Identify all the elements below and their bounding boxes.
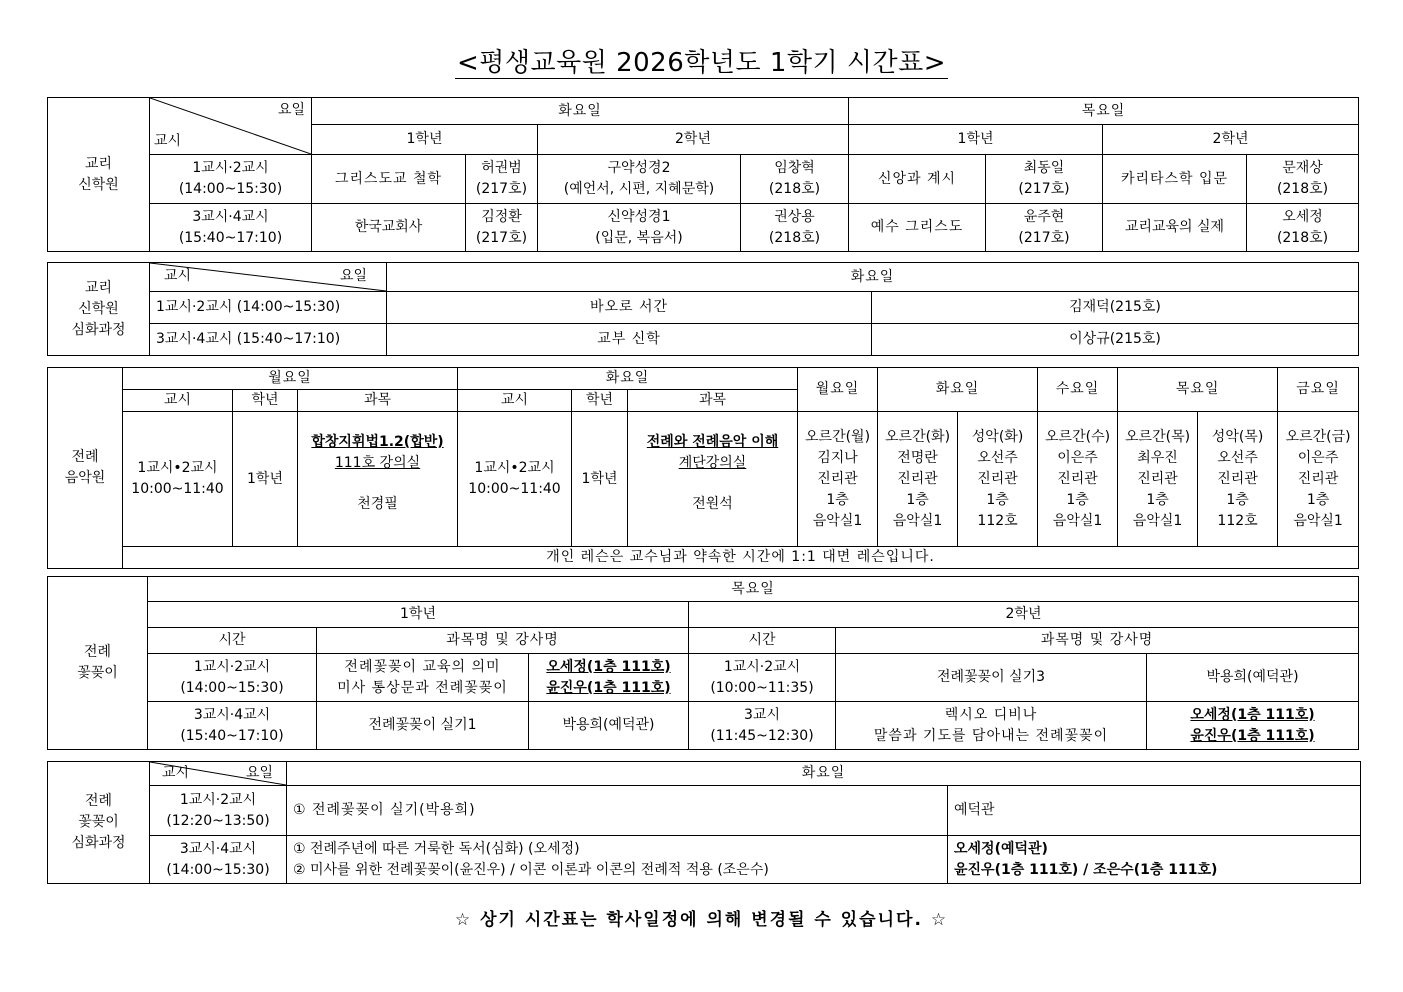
course-name: 한국교회사 — [354, 219, 423, 235]
period-time: (15:40~17:10) — [178, 229, 283, 246]
period-cell — [689, 654, 836, 702]
course-cell: 바오로 서간 — [387, 292, 872, 324]
building-name: 진리관 — [1057, 470, 1098, 487]
instructor-name: 오세정 — [1282, 208, 1323, 225]
period-label: 3교시·4교시 — [179, 840, 257, 857]
floor-label: 1층 — [826, 491, 849, 508]
period-label: 3교시 — [744, 706, 780, 723]
header-period: 교시 — [123, 390, 233, 412]
lesson-type: 오르간(금) — [1285, 428, 1351, 445]
room-name: 112호 — [977, 512, 1018, 529]
dept-label — [48, 762, 150, 884]
instructor-name: 윤진우(1층 111호) — [546, 679, 671, 696]
instructor-place: 윤진우(1층 111호) / 조은수(1층 111호) — [954, 861, 1218, 878]
instructor-cell — [986, 155, 1103, 204]
period-time: 10:00~11:40 — [468, 481, 561, 497]
building-name: 진리관 — [897, 470, 938, 487]
course-cell — [312, 204, 466, 252]
period-label: 1교시·2교시 — [192, 160, 269, 176]
room-name: 음악실1 — [812, 512, 863, 529]
course-name: 그리스도교 철학 — [334, 170, 443, 187]
floor-label: 1층 — [906, 491, 929, 508]
place-cell: 예덕관 — [948, 786, 1361, 836]
instructor-cell: 김재덕(215호) — [872, 292, 1359, 324]
period-time: (14:00~15:30) — [166, 861, 270, 878]
period-label: 3교시·4교시 — [193, 706, 271, 723]
lesson-type: 오르간(수) — [1045, 428, 1111, 445]
room-name: 음악실1 — [1132, 512, 1183, 529]
lesson-cell — [878, 412, 958, 547]
header-year: 학년 — [233, 390, 298, 412]
lesson-day-monday: 월요일 — [798, 368, 878, 412]
footnote-text: 상기 시간표는 학사일정에 의해 변경될 수 있습니다. — [480, 910, 923, 930]
course-cell — [849, 155, 986, 204]
instructor-name: 최우진 — [1137, 449, 1178, 466]
instructor-name: 최동일 — [1023, 160, 1065, 176]
dept-line: 교리 — [84, 279, 113, 296]
dept-line: 음악원 — [64, 470, 106, 486]
instructor-cell — [1147, 702, 1359, 750]
period-time: (12:20~13:50) — [166, 812, 270, 829]
period-cell: 1교시·2교시 (14:00~15:30) — [150, 292, 387, 324]
instructor-cell: 박용희(예덕관) — [529, 702, 689, 750]
header-year2: 2학년 — [1103, 125, 1359, 155]
room-name: (217호) — [475, 229, 528, 246]
course-name: 교리교육의 실제 — [1124, 219, 1225, 235]
header-time: 시간 — [689, 628, 836, 654]
lesson-cell — [958, 412, 1038, 547]
schedule-liturgical-flower-advanced — [47, 761, 1361, 884]
room-name: 112호 — [1217, 512, 1258, 529]
header-day-label: 요일 — [278, 102, 306, 118]
course-cell — [628, 412, 798, 547]
dept-line: 교리 — [84, 155, 113, 172]
building-name: 진리관 — [1137, 470, 1178, 487]
header-subject: 과목 — [298, 390, 458, 412]
lesson-day-wednesday: 수요일 — [1038, 368, 1118, 412]
course-cell — [312, 155, 466, 204]
header-subject: 과목 — [628, 390, 798, 412]
lesson-cell — [1278, 412, 1359, 547]
instructor-name: 전명란 — [897, 449, 938, 466]
page-title — [0, 42, 1403, 79]
floor-label: 1층 — [1066, 491, 1089, 508]
year-cell: 1학년 — [233, 412, 298, 547]
instructor-place: 오세정(예덕관) — [954, 840, 1048, 857]
floor-label: 1층 — [1226, 491, 1249, 508]
course-cell — [538, 155, 741, 204]
building-name: 진리관 — [977, 470, 1018, 487]
period-cell: 3교시·4교시 (15:40~17:10) — [150, 324, 387, 356]
room-name: (217호) — [1018, 229, 1070, 246]
instructor-name: 김정환 — [481, 208, 522, 225]
floor-label: 1층 — [986, 491, 1009, 508]
period-time: (14:00~15:30) — [178, 181, 283, 197]
floor-label: 1층 — [1306, 491, 1330, 508]
course-detail: (예언서, 시편, 지혜문학) — [563, 181, 715, 197]
course-name: 전례와 전례음악 이해 — [646, 434, 779, 450]
course-cell — [317, 654, 529, 702]
course-cell — [1103, 204, 1247, 252]
lesson-cell — [1118, 412, 1198, 547]
course-name: 카리타스학 입문 — [1120, 170, 1229, 187]
star-icon: ☆ — [454, 910, 473, 930]
dept-line: 신학원 — [78, 176, 119, 193]
course-name: 신앙과 계시 — [877, 170, 957, 187]
lesson-type: 오르간(목) — [1125, 428, 1191, 445]
course-cell — [1103, 155, 1247, 204]
period-cell — [458, 412, 572, 547]
room-name: 음악실1 — [1293, 512, 1343, 529]
dept-line: 심화과정 — [71, 321, 126, 338]
instructor-name: 문재상 — [1282, 160, 1323, 176]
instructor-name: 윤진우(1층 111호) — [1190, 727, 1315, 744]
instructor-name: 이은주 — [1297, 449, 1339, 466]
period-label: 1교시·2교시 — [723, 658, 801, 675]
instructor-name: 전원석 — [692, 496, 733, 512]
page-title-text: <평생교육원 2026학년도 1학기 시간표> — [456, 48, 947, 78]
period-label: 1교시·2교시 — [179, 791, 257, 808]
building-name: 진리관 — [817, 470, 858, 487]
instructor-cell — [466, 155, 538, 204]
instructor-cell: 박용희(예덕관) — [1147, 654, 1359, 702]
instructor-name: 오세정(1층 111호) — [546, 658, 671, 675]
building-name: 진리관 — [1217, 470, 1258, 487]
course-cell — [298, 412, 458, 547]
instructor-cell — [529, 654, 689, 702]
floor-label: 1층 — [1146, 491, 1169, 508]
course-cell: 전례꽃꽂이 실기1 — [317, 702, 529, 750]
header-tuesday: 화요일 — [458, 368, 798, 390]
dept-line: 전례 — [83, 644, 112, 660]
lesson-type: 오르간(화) — [885, 428, 951, 445]
period-cell — [150, 836, 287, 884]
period-cell — [150, 155, 312, 204]
dept-label — [48, 98, 150, 252]
room-name: (218호) — [1276, 181, 1329, 197]
lesson-cell — [1038, 412, 1118, 547]
instructor-name: 오선주 — [1217, 449, 1258, 466]
period-time: (11:45~12:30) — [710, 727, 814, 744]
period-label: 1교시•2교시 — [137, 460, 218, 476]
course-detail: (입문, 복음서) — [595, 229, 683, 246]
course-cell — [538, 204, 741, 252]
course-name: 구약성경2 — [607, 160, 671, 176]
instructor-name: 이은주 — [1057, 449, 1098, 466]
lesson-cell — [1198, 412, 1278, 547]
header-diagonal-cell — [150, 762, 287, 786]
schedule-catechism-school — [47, 97, 1359, 252]
instructor-name: 윤주현 — [1023, 208, 1065, 225]
dept-line: 심화과정 — [71, 835, 126, 851]
period-cell — [148, 654, 317, 702]
period-time: (14:00~15:30) — [180, 679, 284, 696]
header-monday: 월요일 — [123, 368, 458, 390]
header-period-label: 교시 — [164, 268, 192, 284]
period-cell — [123, 412, 233, 547]
period-label: 1교시•2교시 — [474, 460, 555, 476]
course-cell: 교부 신학 — [387, 324, 872, 356]
course-cell — [849, 204, 986, 252]
lesson-type: 오르간(월) — [805, 428, 871, 445]
instructor-cell — [1247, 155, 1359, 204]
header-diagonal-cell — [150, 98, 312, 155]
instructor-name: 오세정(1층 111호) — [1190, 706, 1315, 723]
room-name: 111호 강의실 — [334, 455, 421, 471]
period-cell — [150, 204, 312, 252]
lesson-day-thursday: 목요일 — [1118, 368, 1278, 412]
lesson-note: 개인 레슨은 교수님과 약속한 시간에 1:1 대면 레슨입니다. — [123, 547, 1359, 569]
header-year2: 2학년 — [538, 125, 849, 155]
course-name: ① 전례주년에 따른 거룩한 독서(심화) (오세정) — [293, 840, 580, 857]
dept-line: 꽃꽂이 — [78, 814, 119, 830]
header-tuesday: 화요일 — [287, 762, 1361, 786]
lesson-cell — [798, 412, 878, 547]
header-day-label: 요일 — [340, 268, 368, 284]
lesson-day-friday: 금요일 — [1278, 368, 1359, 412]
dept-label — [48, 577, 148, 750]
course-cell — [836, 702, 1147, 750]
lesson-day-tuesday: 화요일 — [878, 368, 1038, 412]
dept-line: 신학원 — [78, 300, 119, 317]
header-period-label: 교시 — [154, 133, 182, 149]
header-diagonal-cell — [150, 263, 387, 292]
schedule-catechism-advanced — [47, 262, 1359, 356]
header-year: 학년 — [572, 390, 628, 412]
course-name: 전례꽃꽂이 교육의 의미 — [344, 658, 501, 675]
instructor-cell: 이상규(215호) — [872, 324, 1359, 356]
instructor-name: 허권범 — [481, 160, 522, 176]
building-name: 진리관 — [1297, 470, 1339, 487]
instructor-cell — [741, 155, 849, 204]
dept-line: 전례 — [84, 793, 113, 809]
course-name: 합창지휘법1.2(합반) — [311, 434, 444, 450]
lesson-type: 성악(화) — [971, 428, 1024, 445]
header-year1: 1학년 — [148, 602, 689, 628]
place-cell — [948, 836, 1361, 884]
instructor-cell — [466, 204, 538, 252]
course-name: ② 미사를 위한 전례꽃꽂이(윤진우) / 이콘 이론과 이콘의 전례적 적용 (조은수) — [293, 861, 769, 878]
period-time: (15:40~17:10) — [180, 727, 284, 744]
room-name: 계단강의실 — [678, 455, 747, 471]
room-name: 음악실1 — [1052, 512, 1103, 529]
header-time: 시간 — [148, 628, 317, 654]
instructor-name: 오선주 — [977, 449, 1018, 466]
header-thursday: 목요일 — [148, 577, 1359, 602]
instructor-name: 천경필 — [357, 496, 398, 512]
instructor-name: 임창혁 — [774, 160, 815, 176]
header-subject: 과목명 및 강사명 — [836, 628, 1359, 654]
header-subject: 과목명 및 강사명 — [317, 628, 689, 654]
course-name: 신약성경1 — [607, 208, 671, 225]
dept-line: 꽃꽂이 — [77, 665, 118, 681]
instructor-cell — [1247, 204, 1359, 252]
course-name: 말씀과 기도를 담아내는 전례꽃꽂이 — [873, 727, 1109, 744]
period-cell — [150, 786, 287, 836]
header-day-label: 요일 — [246, 765, 274, 781]
dept-label — [48, 263, 150, 356]
period-label: 1교시·2교시 — [193, 658, 271, 675]
room-name: (218호) — [768, 229, 821, 246]
instructor-cell — [741, 204, 849, 252]
header-tuesday: 화요일 — [312, 98, 849, 125]
instructor-name: 김지나 — [817, 449, 858, 466]
instructor-cell — [986, 204, 1103, 252]
course-cell: ① 전례꽃꽂이 실기(박용희) — [287, 786, 948, 836]
lesson-type: 성악(목) — [1211, 428, 1264, 445]
period-time: 10:00~11:40 — [131, 481, 224, 497]
header-year1: 1학년 — [312, 125, 538, 155]
header-tuesday: 화요일 — [387, 263, 1359, 292]
dept-label — [48, 368, 123, 569]
period-cell — [689, 702, 836, 750]
period-time: (10:00~11:35) — [710, 679, 814, 696]
room-name: (218호) — [1276, 229, 1329, 246]
course-name: 미사 통상문과 전례꽃꽂이 — [337, 679, 508, 696]
year-cell: 1학년 — [572, 412, 628, 547]
header-period: 교시 — [458, 390, 572, 412]
dept-line: 전례 — [71, 449, 99, 465]
room-name: 음악실1 — [892, 512, 943, 529]
schedule-liturgical-music — [47, 367, 1359, 569]
period-cell — [148, 702, 317, 750]
schedule-liturgical-flower — [47, 576, 1359, 750]
room-name: (217호) — [1018, 181, 1070, 197]
course-cell — [287, 836, 948, 884]
footnote — [0, 905, 1403, 930]
instructor-name: 권상용 — [774, 208, 815, 225]
star-icon: ☆ — [930, 910, 949, 930]
period-label: 3교시·4교시 — [192, 208, 269, 225]
header-year1: 1학년 — [849, 125, 1103, 155]
room-name: (218호) — [768, 181, 821, 197]
course-cell: 전례꽃꽂이 실기3 — [836, 654, 1147, 702]
course-name: 렉시오 디비나 — [944, 706, 1038, 723]
header-thursday: 목요일 — [849, 98, 1359, 125]
header-year2: 2학년 — [689, 602, 1359, 628]
room-name: (217호) — [475, 181, 528, 197]
course-name: 예수 그리스도 — [870, 219, 964, 235]
header-period-label: 교시 — [162, 765, 190, 781]
